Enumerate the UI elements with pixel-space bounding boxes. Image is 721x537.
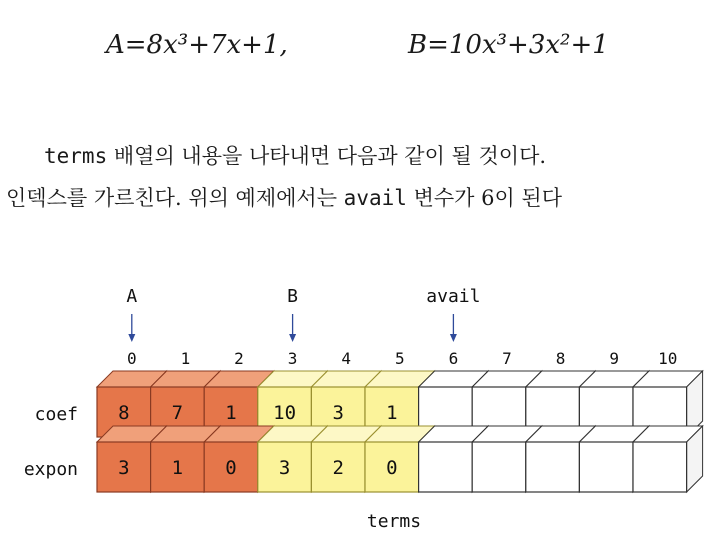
index-label: 7	[502, 349, 512, 368]
expon-value: 0	[386, 457, 398, 479]
terms-code: terms	[44, 144, 108, 168]
coef-value: 8	[118, 402, 130, 424]
pointer-label: avail	[426, 286, 481, 307]
pointer-label: B	[287, 286, 299, 307]
expon-value: 3	[118, 457, 130, 479]
expon-value: 1	[171, 457, 184, 479]
index-label: 10	[658, 349, 678, 368]
array-name-label: terms	[366, 511, 422, 532]
coef-value: 3	[332, 402, 344, 424]
expon-cell	[579, 442, 633, 492]
expon-cell	[633, 442, 687, 492]
line2-text-a: 인덱스를 가르친다. 위의 예제에서는	[6, 186, 344, 210]
pointer-arrowhead	[450, 334, 457, 342]
index-label: 5	[394, 349, 405, 368]
avail-code: avail	[343, 186, 407, 210]
index-label: 0	[126, 349, 137, 368]
index-label: 3	[287, 349, 298, 368]
index-label: 9	[609, 349, 620, 368]
pointer-arrowhead	[289, 334, 296, 342]
index-label: 2	[234, 349, 244, 368]
index-label: 4	[341, 349, 352, 368]
coef-value: 1	[225, 402, 237, 424]
formula-b: B=10x³+3x²+1	[408, 30, 609, 60]
line1-text: 배열의 내용을 나타내면 다음과 같이 될 것이다.	[107, 144, 547, 168]
expon-value: 0	[225, 457, 237, 479]
expon-value: 3	[278, 457, 291, 479]
pointer-arrowhead	[128, 334, 135, 342]
index-label: 6	[448, 349, 459, 368]
expon-cell	[419, 442, 473, 492]
index-label: 1	[180, 349, 191, 368]
expon-cell	[526, 442, 580, 492]
index-label: 8	[555, 349, 566, 368]
expon-cell	[472, 442, 526, 492]
coef-value: 10	[273, 402, 297, 424]
formula-a: A=8x³+7x+1,	[106, 30, 288, 60]
coef-value: 7	[171, 402, 184, 424]
expon-value: 2	[332, 457, 344, 479]
pointer-label: A	[126, 286, 138, 307]
row-label-expon: expon	[23, 459, 78, 480]
line2-text-c: 변수가 6이 된다	[406, 186, 562, 210]
row-label-coef: coef	[34, 404, 78, 425]
coef-value: 1	[386, 402, 398, 424]
